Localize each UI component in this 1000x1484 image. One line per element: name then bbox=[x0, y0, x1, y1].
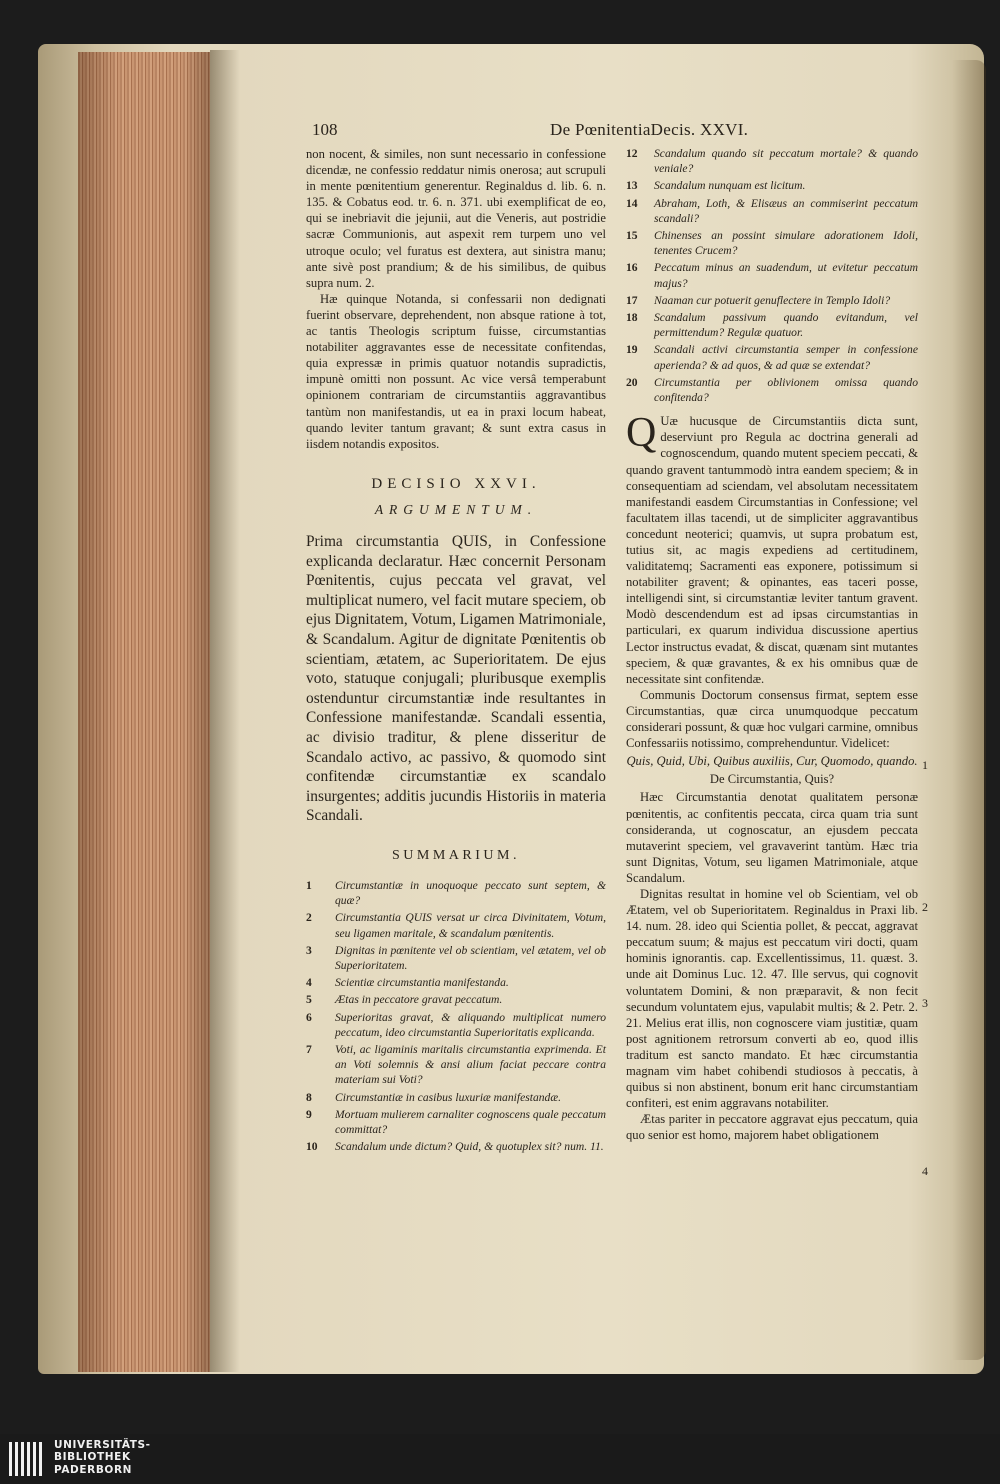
list-item: 13 Scandalum nunquam est licitum. bbox=[626, 179, 806, 193]
page-edges-shadow bbox=[78, 52, 210, 1372]
list-item: 15 Chinenses an possint simulare adorationem Idoli, tenentes Crucem? bbox=[626, 229, 918, 258]
right-column bbox=[626, 146, 918, 1143]
right-paragraph-5: Ætas pariter in peccatore aggravat ejus peccatum, quia quo senior est homo, majorem habet obligationem bbox=[626, 1112, 918, 1143]
list-item: 16 Peccatum minus an suadendum, ut evitetur peccatum majus? bbox=[626, 261, 918, 290]
subheading-quis: De Circumstantia, Quis? bbox=[709, 772, 835, 787]
mnemonic-verse: Quis, Quid, Ubi, Quibus auxiliis, Cur, Quomodo, quando. bbox=[626, 754, 918, 769]
list-item: 6 Superioritas gravat, & aliquando multiplicat numero peccatum, ideo circumstantia Superioritatis explicanda. bbox=[306, 1010, 606, 1039]
summarium-list-left bbox=[306, 878, 606, 1154]
list-item: 2 Circumstantia QUIS versat ur circa Divinitatem, Votum, seu ligamen maritale, & scandalum pœnitentis. bbox=[306, 911, 606, 940]
list-item: 7 Voti, ac ligaminis maritalis circumstantia exprimenda. Et an Voti solemnis & ansi alium faciat peccare contra materiam sui Voti? bbox=[306, 1043, 606, 1087]
list-item: 12 Scandalum quando sit peccatum mortale? & quando veniale? bbox=[626, 147, 918, 176]
library-footer bbox=[0, 1434, 1000, 1484]
left-paragraph-2: Hæ quinque Notanda, si confessarii non dedignati fuerint observare, deprehendent, non absque ratione à tot, ac tantis Theologis scriptum fuisse, circumstantias notabiliter aggravantes esse de necessitate confitendas, quia expressæ in primis quatuor notandis supradictis, impunè omitti non possunt. Ac vice versâ temperabunt opinionem contrariam de circumstantiis aggravantibus tantùm non manifestandis, ut ea in praxi locum habeat, quando leviter tantum gravant; & sunt extra casus in iisdem notandis expositos. bbox=[306, 291, 606, 451]
summarium-list-right bbox=[626, 146, 918, 405]
running-title: De PœnitentiaDecis. XXVI. bbox=[550, 120, 749, 139]
argumentum-title: ARGUMENTUM. bbox=[374, 501, 538, 517]
right-page-edge-shadow bbox=[952, 60, 986, 1360]
argumentum-text: Prima circumstantia QUIS, in Confessione explicanda declaratur. Hæc concernit Personam Pœnitentis, cujus peccata vel gravat, vel multiplicat numero, vel facit mutare speciem, ob ejus Dignitatem, Votum, Ligamen Matrimoniale, & Scandalum. Agitur de dignitate Pœnitentis ob scientiam, ætatem, ac Superioritatem. De ejus voto, statuque conjugali; pluribusque exemplis ostenduntur circumstantiæ inde resultantes in Confessione manifestandæ. Scandali essentia, ac divisio traditur, & plene disseritur de Scandalo activo, ac passivo, & quomodo sint confitendæ circumstantiæ ex scandalo insurgentes; additis jucundis Historiis in materia Scandali. bbox=[306, 532, 606, 825]
list-item: 20 Circumstantia per oblivionem omissa quando confitenda? bbox=[626, 375, 918, 405]
binding-gutter-shadow bbox=[210, 50, 240, 1372]
left-paragraph-1: non nocent, & similes, non sunt necessario in confessione dicendæ, ne confessio reddatur nimis onerosa; aut scrupuli in mente pœnitentium generentur. Reginaldus d. lib. 6. n. 135. & Cobatus eod. tr. 6. n. 371. ubi exemplificat de eo, qui se inebriavit die jejunii, aut die Veneris, aut postridie sacræ Communionis, aut aspexit rem turpem uno vel utroque oculo; vel furatus est dextera, aut sinistra manu; ante sivè post prandium; & de his similibus, de quibus supra num. 2. bbox=[306, 147, 606, 290]
margin-number: 3 bbox=[922, 996, 928, 1010]
right-paragraph-3: Hæc Circumstantia denotat qualitatem personæ pœnitentis, ac confitentis peccata, circa quam tria sunt consideranda, ut cognoscatur, an ejusdem peccata mutaverint speciem, vel gravaverint tantùm. Hæc tria sunt Dignitas, Votum, seu ligamen Matrimoniale, atque Scandalum. bbox=[626, 790, 918, 885]
margin-number: 4 bbox=[922, 1164, 928, 1178]
margin-number: 1 bbox=[922, 758, 928, 772]
list-item: 5 Ætas in peccatore gravat peccatum. bbox=[306, 993, 503, 1007]
library-logo-icon bbox=[8, 1440, 46, 1478]
list-item: 4 Scientiæ circumstantia manifestanda. bbox=[306, 976, 509, 990]
list-item: 9 Mortuam mulierem carnaliter cognoscens quale peccatum committat? bbox=[306, 1107, 606, 1137]
library-name: UNIVERSITÄTS- BIBLIOTHEK PADERBORN bbox=[54, 1439, 151, 1476]
margin-number: 2 bbox=[922, 900, 928, 914]
list-item: 8 Circumstantiæ in casibus luxuriæ manifestandæ. bbox=[306, 1090, 561, 1104]
list-item: 18 Scandalum passivum quando evitandum, vel permittendum? Regulæ quatuor. bbox=[626, 311, 918, 340]
summarium-title: SUMMARIUM. bbox=[392, 847, 520, 863]
list-item: 10 Scandalum unde dictum? Quid, & quotuplex sit? num. 11. bbox=[306, 1140, 604, 1154]
list-item: 3 Dignitas in pœnitente vel ob scientiam, vel ætatem, vel ob Superioritatem. bbox=[306, 943, 606, 972]
list-item: 17 Naaman cur potuerit genuflectere in Templo Idoli? bbox=[626, 293, 891, 307]
list-item: 1 Circumstantiæ in unoquoque peccato sunt septem, & quæ? bbox=[306, 878, 606, 908]
right-paragraph-4: Dignitas resultat in homine vel ob Scientiam, vel ob Ætatem, vel ob Superioritatem. Reginaldus in Praxi lib. 14. num. 28. ideo qui Scientia pollet, & peccat, aggravat peccatum suum; & majus est peccatum viri docti, quam hominis ignorantis. cap. Excellentissimus, 11. quæst. 3. unde ait Dominus Luc. 12. 47. Ille servus, qui cognovit voluntatem Domini, & non præparavit, & non fecit secundum voluntatem ejus, vapulabit multis; & 2. Petr. 2. 21. Melius erat illis, non cognoscere viam justitiæ, quam post agnitionem retrorsum converti ab eo, quod illis traditum est sancto mandato. Et hæc circumstantia magnam vim habet cohibendi studiosos à peccatis, à quibus si non abstinent, bonum erit hanc circumstantiam confiteri, est enim aggravans notabiliter. bbox=[626, 886, 918, 1111]
list-item: 19 Scandali activi circumstantia semper in confessione aperienda? & ad quos, & ad quæ se extendat? bbox=[626, 343, 918, 372]
right-paragraph-2: Communis Doctorum consensus firmat, septem esse Circumstantias, quæ circa unumquodque peccatum considerari possunt, & quæ hoc vulgari carmine, omnibus Confessariis notissimo, comprehenduntur. Videlicet: bbox=[626, 687, 918, 751]
list-item: 14 Abraham, Loth, & Elisæus an commiserint peccatum scandali? bbox=[626, 196, 918, 225]
drop-cap: Q bbox=[626, 410, 657, 457]
left-column bbox=[306, 146, 606, 1156]
right-paragraph-1: Q Uæ hucusque de Circumstantiis dicta sunt, deserviunt pro Regula ac doctrina generali ad cognoscendum, quando mutent speciem peccati, & quando gravent tantummodò intra eandem speciem; & in consequentiam ad sciendam, vel absolutam necessitatem manifestandi easdem Circumstantias in Confessione; vel facultatem illas tacendi, ut de simpliciter aggravantibus concedunt neoterici; quamvis, ut supra probatum est, tutius sit, ac magis expediens ad certitudinem, validitatemq; Sacramenti eas exponere, potissimum si notabiliter gravent; & opinantes, eas taceri posse, intelligendi sint, si circumstantiæ leviter tantum gravent. Modò descendendum est ad ipsas circumstantias in particulari, ex quarum individua discussione apertius Lector instructus evadat, & discat, quænam sint mutantes speciem, & quæ gravantes, & ex his omnibus quæ de necessitate sint confitendæ. bbox=[626, 410, 918, 686]
decisio-title: DECISIO XXVI. bbox=[371, 475, 541, 492]
running-header bbox=[312, 120, 932, 144]
page-number: 108 bbox=[312, 120, 338, 139]
